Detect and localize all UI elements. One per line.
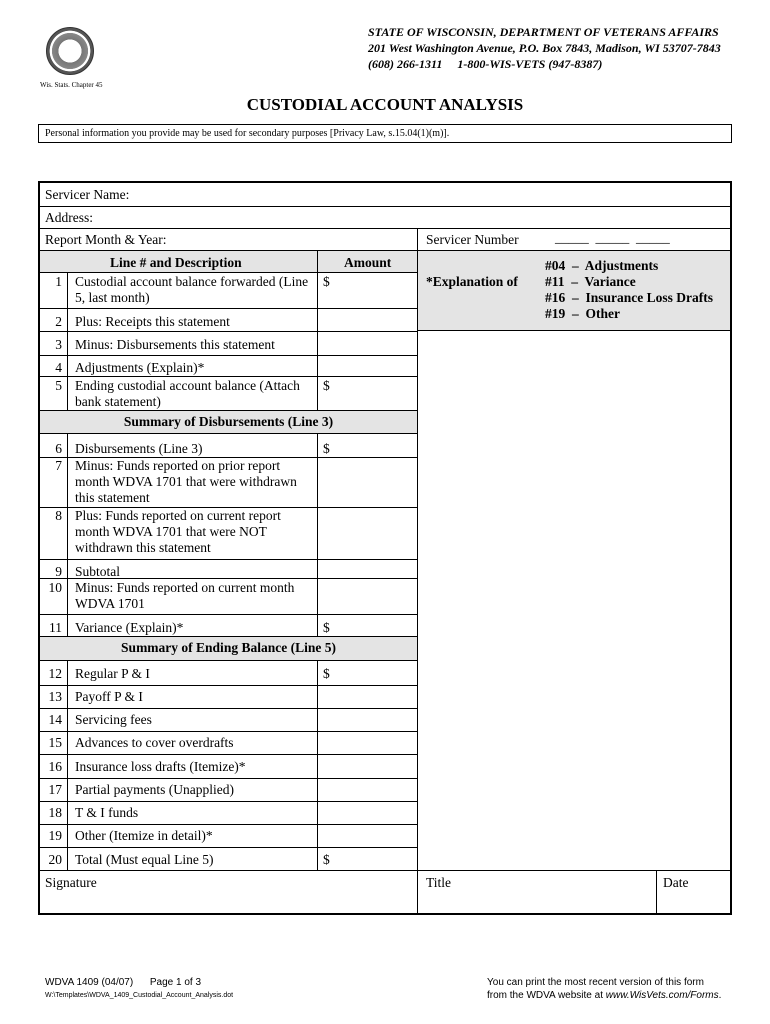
line-description: Payoff P & I: [75, 689, 143, 704]
amount-field[interactable]: $: [323, 441, 330, 456]
amount-field[interactable]: [320, 710, 414, 730]
line-number: 20: [48, 852, 62, 867]
line-number: 9: [55, 564, 62, 579]
divider: [417, 228, 418, 870]
print-note: You can print the most recent version of this form: [487, 977, 704, 988]
line-number: 10: [48, 580, 62, 595]
line-number: 7: [55, 458, 62, 473]
divider: [317, 660, 318, 870]
col-header-line: Line # and Description: [110, 255, 242, 270]
divider: [40, 250, 730, 251]
amount-field[interactable]: [320, 580, 414, 612]
line-number: 14: [48, 712, 62, 727]
line-number: 5: [55, 378, 62, 393]
amount-field[interactable]: $: [323, 378, 330, 393]
amount-field[interactable]: [320, 756, 414, 776]
line-description: Subtotal: [75, 564, 121, 579]
date-field[interactable]: [659, 893, 729, 912]
line-description: Plus: Receipts this statement: [75, 314, 230, 329]
line-number: 11: [49, 620, 62, 635]
line-description: Minus: Funds reported on prior report month WDVA 1701 that were withdrawn this statement: [75, 458, 297, 505]
line-number: 16: [48, 759, 62, 774]
line-description: Variance (Explain)*: [75, 620, 184, 635]
amount-field[interactable]: [320, 310, 414, 330]
line-description: Insurance loss drafts (Itemize)*: [75, 759, 246, 774]
divider: [40, 778, 417, 779]
website-note: [487, 990, 721, 1001]
amount-field[interactable]: [320, 561, 414, 577]
explanation-item: #19 – Other: [545, 306, 620, 321]
line-description: Minus: Funds reported on current month WDVA 1701: [75, 580, 295, 611]
website-suffix: .: [718, 990, 722, 1001]
divider: [40, 708, 417, 709]
date-label: Date: [663, 875, 689, 890]
divider: [417, 870, 418, 914]
line-number: 6: [55, 441, 62, 456]
title-label: Title: [426, 875, 452, 890]
divider: [40, 410, 417, 411]
divider: [40, 355, 417, 356]
divider: [40, 578, 417, 579]
divider: [40, 433, 417, 434]
explanation-input[interactable]: [422, 334, 726, 866]
explanation-item: #04 – Adjustments: [545, 258, 659, 273]
explanation-item: #11 – Variance: [545, 274, 636, 289]
amount-field[interactable]: $: [323, 666, 330, 681]
line-number: 13: [48, 689, 62, 704]
state-seal-icon: [46, 27, 94, 75]
servicer-name-input[interactable]: [135, 188, 725, 204]
line-description: Disbursements (Line 3): [75, 441, 203, 456]
line-number: 12: [48, 666, 62, 681]
line-number: 3: [55, 337, 62, 352]
divider: [67, 660, 68, 870]
divider: [656, 870, 657, 914]
form-id: WDVA 1409 (04/07) Page 1 of 3: [45, 977, 202, 988]
col-header-amount: Amount: [344, 255, 392, 270]
divider: [317, 433, 318, 636]
amount-field[interactable]: $: [323, 852, 330, 867]
divider: [40, 731, 417, 732]
amount-field[interactable]: $: [323, 274, 330, 289]
line-description: Regular P & I: [75, 666, 150, 681]
amount-field[interactable]: [320, 510, 414, 556]
section-title-disbursements: Summary of Disbursements (Line 3): [123, 414, 334, 429]
amount-field[interactable]: [320, 460, 414, 506]
line-description: Custodial account balance forwarded (Line 5, last month): [75, 274, 309, 305]
amount-field[interactable]: [320, 357, 414, 375]
line-number: 4: [55, 360, 62, 375]
divider: [40, 847, 417, 848]
divider: [67, 272, 68, 411]
divider: [40, 559, 417, 560]
title-field[interactable]: [420, 893, 653, 912]
line-number: 2: [55, 314, 62, 329]
divider: [40, 636, 417, 637]
template-path: W:\Templates\WDVA_1409_Custodial_Account_Analysis.dot: [45, 992, 234, 999]
divider: [40, 870, 730, 871]
line-description: Minus: Disbursements this statement: [75, 337, 275, 352]
line-description: Other (Itemize in detail)*: [75, 828, 213, 843]
form-title: CUSTODIAL ACCOUNT ANALYSIS: [246, 95, 524, 114]
servicer-number-input[interactable]: _____ _____ _____: [555, 230, 670, 245]
report-month-label: Report Month & Year:: [45, 232, 167, 247]
agency-phone: (608) 266-1311 1-800-WIS-VETS (947-8387): [368, 57, 603, 71]
agency-name: STATE OF WISCONSIN, DEPARTMENT OF VETERANS AFFAIRS: [368, 25, 719, 39]
divider: [40, 685, 417, 686]
line-description: Partial payments (Unapplied): [75, 782, 234, 797]
amount-field[interactable]: [320, 826, 414, 846]
amount-field[interactable]: [320, 333, 414, 353]
divider: [40, 228, 730, 229]
website-link[interactable]: www.WisVets.com/Forms: [605, 990, 719, 1001]
divider: [67, 433, 68, 636]
signature-field[interactable]: [42, 893, 414, 912]
address-label: Address:: [45, 210, 93, 225]
amount-field[interactable]: [320, 687, 414, 707]
line-description: T & I funds: [75, 805, 139, 820]
servicer-name-label: Servicer Name:: [45, 187, 130, 202]
divider: [40, 754, 417, 755]
line-description: Advances to cover overdrafts: [75, 735, 234, 750]
agency-address: 201 West Washington Avenue, P.O. Box 7843, Madison, WI 53707-7843: [368, 41, 721, 55]
line-number: 15: [48, 735, 62, 750]
line-number: 1: [55, 274, 62, 289]
divider: [40, 614, 417, 615]
line-description: Ending custodial account balance (Attach bank statement): [75, 378, 300, 409]
amount-field[interactable]: [320, 803, 414, 823]
explanation-label: *Explanation of: [426, 274, 518, 289]
divider: [40, 376, 417, 377]
divider: [417, 330, 730, 331]
line-description: Adjustments (Explain)*: [75, 360, 205, 375]
line-number: 19: [48, 828, 62, 843]
signature-label: Signature: [45, 875, 97, 890]
line-description: Servicing fees: [75, 712, 152, 727]
divider: [40, 331, 417, 332]
amount-field[interactable]: [320, 780, 414, 800]
divider: [40, 206, 730, 207]
amount-field[interactable]: [320, 733, 414, 753]
section-title-ending-balance: Summary of Ending Balance (Line 5): [121, 640, 336, 655]
statute-ref: Wis. Stats. Chapter 45: [40, 81, 103, 89]
report-month-input[interactable]: [175, 232, 410, 248]
divider: [40, 308, 417, 309]
servicer-number-label: Servicer Number: [426, 232, 519, 247]
line-description: Plus: Funds reported on current report month WDVA 1701 that were NOT withdrawn this statement: [75, 508, 281, 555]
privacy-notice: Personal information you provide may be used for secondary purposes [Privacy Law, s.15.04(1)(m)].: [38, 124, 732, 143]
divider: [40, 272, 417, 273]
line-number: 17: [48, 782, 62, 797]
line-number: 18: [48, 805, 62, 820]
line-number: 8: [55, 508, 62, 523]
divider: [40, 660, 417, 661]
address-input[interactable]: [100, 210, 720, 226]
website-prefix: from the WDVA website at: [487, 990, 606, 1001]
divider: [40, 824, 417, 825]
explanation-item: #16 – Insurance Loss Drafts: [545, 290, 714, 305]
divider: [40, 801, 417, 802]
amount-field[interactable]: $: [323, 620, 330, 635]
line-description: Total (Must equal Line 5): [75, 852, 214, 867]
